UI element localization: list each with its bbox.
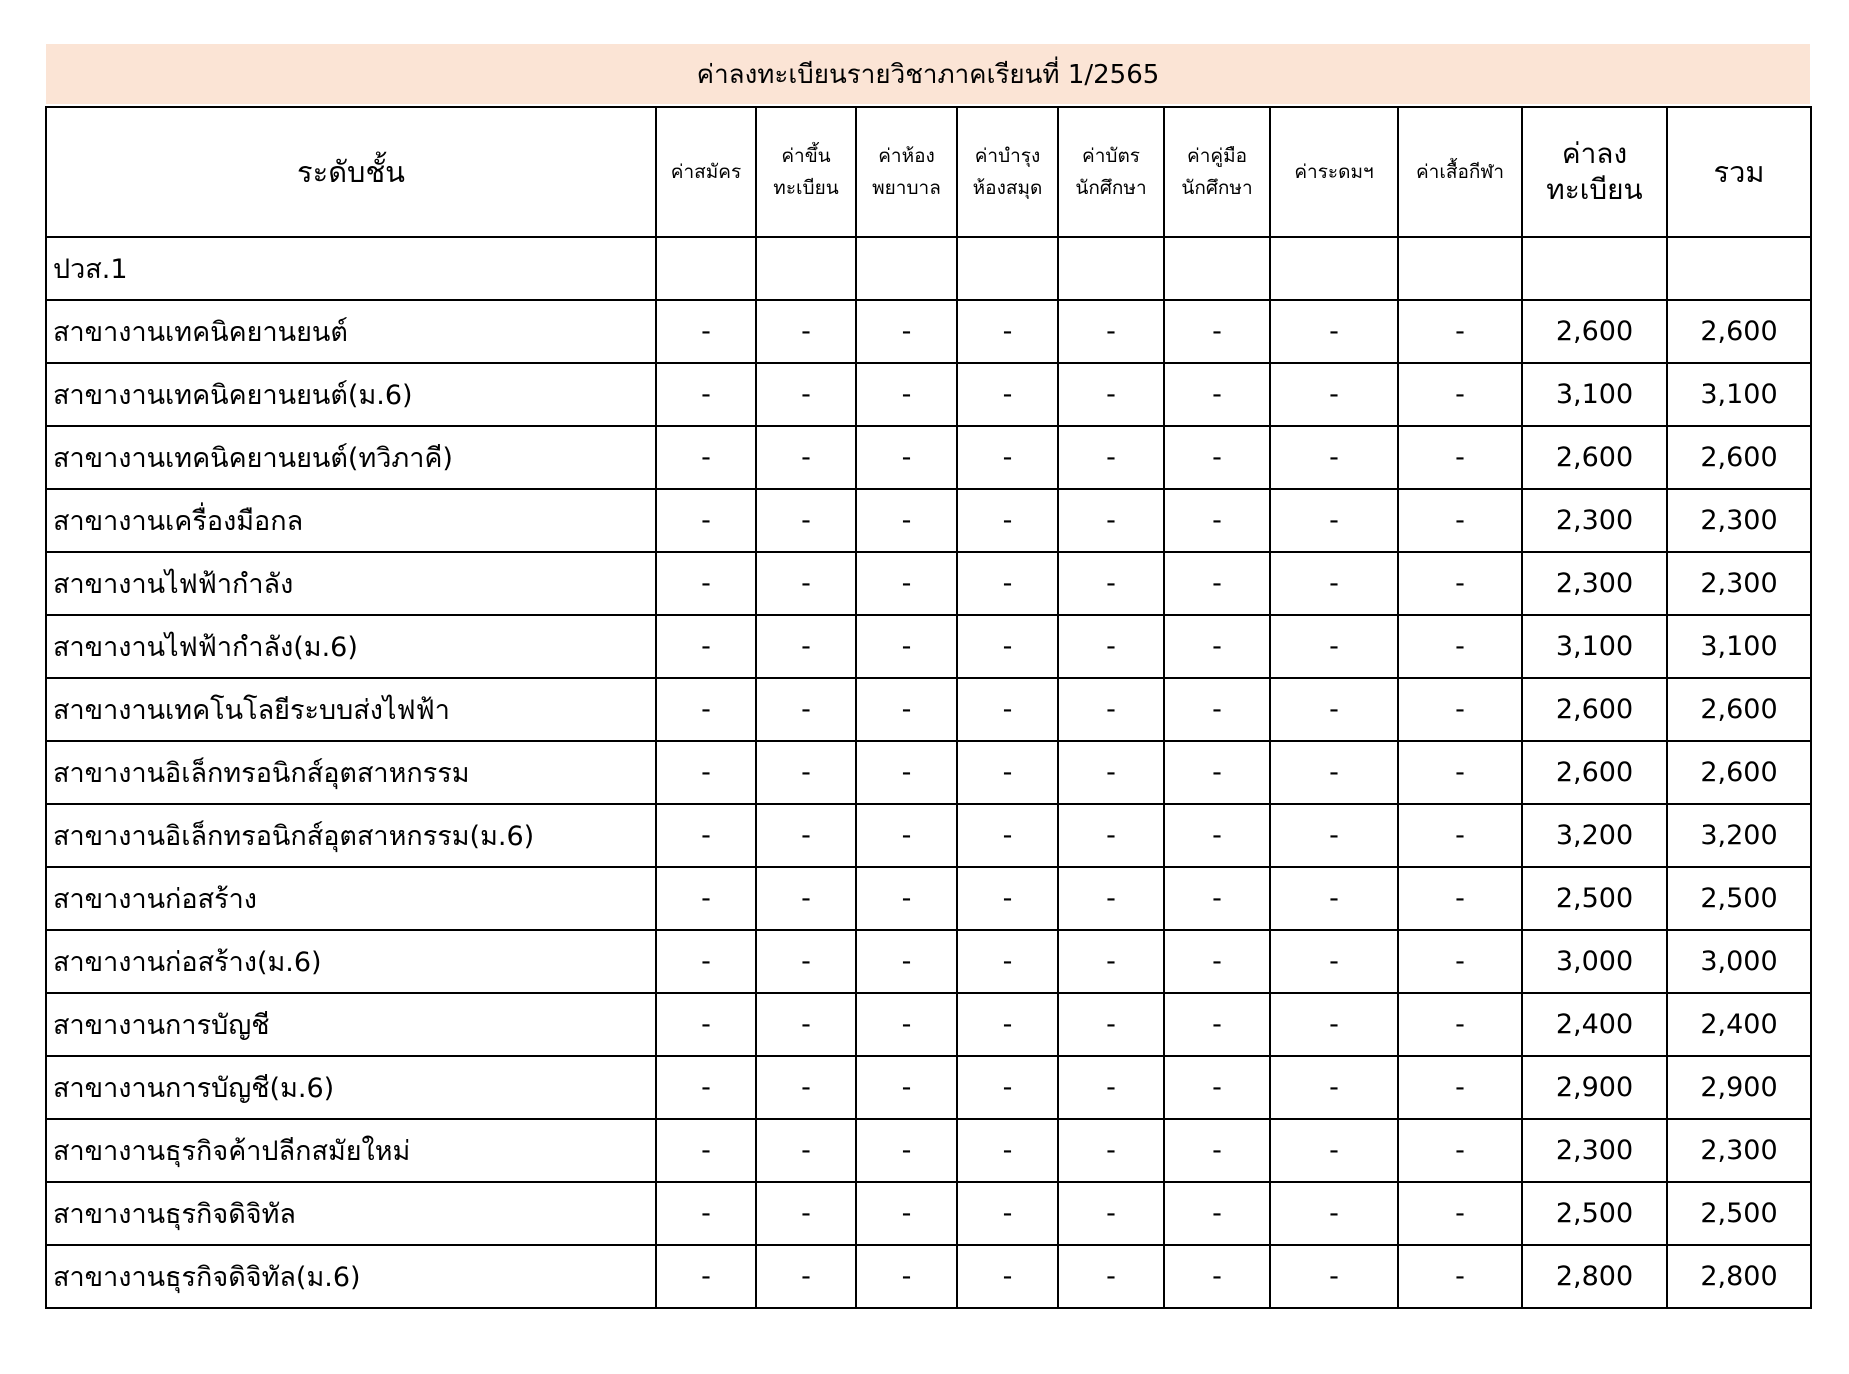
misc-fund-fee-cell: - xyxy=(1270,615,1398,678)
library-fee-cell: - xyxy=(957,993,1058,1056)
sport-shirt-fee-cell: - xyxy=(1398,741,1522,804)
header-nursing-line1: ค่าห้อง xyxy=(878,145,935,167)
program-name: สาขางานการบัญชี(ม.6) xyxy=(46,1056,656,1119)
student-card-fee-cell: - xyxy=(1058,426,1164,489)
application-fee-cell: - xyxy=(656,552,756,615)
header-manual-line2: นักศึกษา xyxy=(1181,177,1253,199)
library-fee-cell: - xyxy=(957,615,1058,678)
sport-shirt-fee-cell: - xyxy=(1398,1056,1522,1119)
tuition-fee-cell: 3,100 xyxy=(1522,363,1667,426)
program-name: สาขางานธุรกิจดิจิทัล(ม.6) xyxy=(46,1245,656,1308)
tuition-fee-cell: 2,600 xyxy=(1522,300,1667,363)
misc-fund-fee-cell: - xyxy=(1270,489,1398,552)
tuition-fee-cell: 2,500 xyxy=(1522,1182,1667,1245)
student-manual-fee-cell: - xyxy=(1164,489,1270,552)
library-fee-cell: - xyxy=(957,1245,1058,1308)
application-fee-cell: - xyxy=(656,741,756,804)
tuition-fee-cell: 3,200 xyxy=(1522,804,1667,867)
header-nursing-room xyxy=(856,107,957,237)
student-card-fee-cell: - xyxy=(1058,1056,1164,1119)
student-manual-fee-cell: - xyxy=(1164,363,1270,426)
misc-fund-fee-cell: - xyxy=(1270,300,1398,363)
library-fee-cell: - xyxy=(957,804,1058,867)
library-fee-cell: - xyxy=(957,426,1058,489)
header-nursing-line2: พยาบาล xyxy=(872,177,941,199)
total-fee-cell: 2,600 xyxy=(1667,300,1811,363)
misc-fund-fee-cell: - xyxy=(1270,552,1398,615)
total-fee-cell: 2,600 xyxy=(1667,741,1811,804)
application-fee-cell: - xyxy=(656,426,756,489)
total-fee-cell: 3,100 xyxy=(1667,363,1811,426)
program-name: สาขางานธุรกิจค้าปลีกสมัยใหม่ xyxy=(46,1119,656,1182)
application-fee-cell: - xyxy=(656,1245,756,1308)
library-fee-cell: - xyxy=(957,300,1058,363)
registration-fee-cell: - xyxy=(756,930,856,993)
header-application: ค่าสมัคร xyxy=(656,107,756,237)
program-name: สาขางานเทคนิคยานยนต์(ม.6) xyxy=(46,363,656,426)
library-fee-cell: - xyxy=(957,489,1058,552)
tuition-fee-cell: 2,600 xyxy=(1522,426,1667,489)
program-name: สาขางานก่อสร้าง xyxy=(46,867,656,930)
empty-cell xyxy=(1398,237,1522,300)
sport-shirt-fee-cell: - xyxy=(1398,552,1522,615)
program-name: สาขางานอิเล็กทรอนิกส์อุตสาหกรรม xyxy=(46,741,656,804)
total-fee-cell: 2,300 xyxy=(1667,1119,1811,1182)
student-manual-fee-cell: - xyxy=(1164,804,1270,867)
section-row xyxy=(46,237,1811,300)
nursing-room-fee-cell: - xyxy=(856,741,957,804)
nursing-room-fee-cell: - xyxy=(856,300,957,363)
program-name: สาขางานธุรกิจดิจิทัล xyxy=(46,1182,656,1245)
header-registration xyxy=(756,107,856,237)
misc-fund-fee-cell: - xyxy=(1270,1245,1398,1308)
empty-cell xyxy=(1667,237,1811,300)
table-row xyxy=(46,363,1811,426)
library-fee-cell: - xyxy=(957,363,1058,426)
header-misc-fund: ค่าระดมฯ xyxy=(1270,107,1398,237)
application-fee-cell: - xyxy=(656,867,756,930)
sport-shirt-fee-cell: - xyxy=(1398,1119,1522,1182)
program-name: สาขางานก่อสร้าง(ม.6) xyxy=(46,930,656,993)
header-manual-line1: ค่าคู่มือ xyxy=(1186,145,1248,167)
application-fee-cell: - xyxy=(656,1119,756,1182)
program-name: สาขางานการบัญชี xyxy=(46,993,656,1056)
nursing-room-fee-cell: - xyxy=(856,615,957,678)
table-row xyxy=(46,930,1811,993)
sport-shirt-fee-cell: - xyxy=(1398,426,1522,489)
table-row xyxy=(46,489,1811,552)
total-fee-cell: 2,800 xyxy=(1667,1245,1811,1308)
nursing-room-fee-cell: - xyxy=(856,363,957,426)
registration-fee-cell: - xyxy=(756,1245,856,1308)
student-card-fee-cell: - xyxy=(1058,804,1164,867)
program-name: สาขางานไฟฟ้ากำลัง xyxy=(46,552,656,615)
student-card-fee-cell: - xyxy=(1058,993,1164,1056)
total-fee-cell: 3,000 xyxy=(1667,930,1811,993)
nursing-room-fee-cell: - xyxy=(856,867,957,930)
student-card-fee-cell: - xyxy=(1058,300,1164,363)
header-total: รวม xyxy=(1667,107,1811,237)
table-row xyxy=(46,678,1811,741)
header-student-manual xyxy=(1164,107,1270,237)
misc-fund-fee-cell: - xyxy=(1270,678,1398,741)
total-fee-cell: 2,600 xyxy=(1667,426,1811,489)
sport-shirt-fee-cell: - xyxy=(1398,804,1522,867)
table-row xyxy=(46,1245,1811,1308)
nursing-room-fee-cell: - xyxy=(856,1056,957,1119)
student-manual-fee-cell: - xyxy=(1164,678,1270,741)
tuition-fee-cell: 2,300 xyxy=(1522,489,1667,552)
total-fee-cell: 2,900 xyxy=(1667,1056,1811,1119)
table-row xyxy=(46,1119,1811,1182)
library-fee-cell: - xyxy=(957,867,1058,930)
empty-cell xyxy=(756,237,856,300)
library-fee-cell: - xyxy=(957,678,1058,741)
registration-fee-cell: - xyxy=(756,993,856,1056)
registration-fee-cell: - xyxy=(756,552,856,615)
table-row xyxy=(46,741,1811,804)
sport-shirt-fee-cell: - xyxy=(1398,300,1522,363)
program-name: สาขางานไฟฟ้ากำลัง(ม.6) xyxy=(46,615,656,678)
student-manual-fee-cell: - xyxy=(1164,300,1270,363)
header-library-line2: ห้องสมุด xyxy=(972,177,1043,199)
registration-fee-cell: - xyxy=(756,363,856,426)
student-card-fee-cell: - xyxy=(1058,741,1164,804)
misc-fund-fee-cell: - xyxy=(1270,930,1398,993)
nursing-room-fee-cell: - xyxy=(856,804,957,867)
student-card-fee-cell: - xyxy=(1058,1182,1164,1245)
student-card-fee-cell: - xyxy=(1058,678,1164,741)
empty-cell xyxy=(1164,237,1270,300)
registration-fee-cell: - xyxy=(756,489,856,552)
application-fee-cell: - xyxy=(656,1182,756,1245)
program-name: สาขางานเทคนิคยานยนต์(ทวิภาคี) xyxy=(46,426,656,489)
table-row xyxy=(46,1182,1811,1245)
registration-fee-cell: - xyxy=(756,804,856,867)
application-fee-cell: - xyxy=(656,993,756,1056)
program-name: สาขางานอิเล็กทรอนิกส์อุตสาหกรรม(ม.6) xyxy=(46,804,656,867)
student-card-fee-cell: - xyxy=(1058,867,1164,930)
library-fee-cell: - xyxy=(957,930,1058,993)
nursing-room-fee-cell: - xyxy=(856,1182,957,1245)
header-tuition-line2: ทะเบียน xyxy=(1546,173,1643,206)
header-library-line1: ค่าบำรุง xyxy=(974,145,1041,167)
section-label: ปวส.1 xyxy=(46,237,656,300)
total-fee-cell: 2,500 xyxy=(1667,867,1811,930)
empty-cell xyxy=(957,237,1058,300)
header-card-line2: นักศึกษา xyxy=(1075,177,1147,199)
empty-cell xyxy=(1270,237,1398,300)
table-row xyxy=(46,615,1811,678)
student-manual-fee-cell: - xyxy=(1164,930,1270,993)
sport-shirt-fee-cell: - xyxy=(1398,867,1522,930)
registration-fee-cell: - xyxy=(756,741,856,804)
header-level: ระดับชั้น xyxy=(46,107,656,237)
empty-cell xyxy=(1058,237,1164,300)
student-manual-fee-cell: - xyxy=(1164,741,1270,804)
application-fee-cell: - xyxy=(656,363,756,426)
sport-shirt-fee-cell: - xyxy=(1398,993,1522,1056)
student-card-fee-cell: - xyxy=(1058,489,1164,552)
header-tuition-line1: ค่าลง xyxy=(1561,137,1628,170)
application-fee-cell: - xyxy=(656,930,756,993)
table-row xyxy=(46,1056,1811,1119)
misc-fund-fee-cell: - xyxy=(1270,741,1398,804)
misc-fund-fee-cell: - xyxy=(1270,363,1398,426)
student-manual-fee-cell: - xyxy=(1164,1056,1270,1119)
program-name: สาขางานเครื่องมือกล xyxy=(46,489,656,552)
sport-shirt-fee-cell: - xyxy=(1398,1182,1522,1245)
total-fee-cell: 3,100 xyxy=(1667,615,1811,678)
tuition-fee-cell: 3,100 xyxy=(1522,615,1667,678)
nursing-room-fee-cell: - xyxy=(856,1119,957,1182)
table-row xyxy=(46,300,1811,363)
library-fee-cell: - xyxy=(957,552,1058,615)
registration-fee-cell: - xyxy=(756,678,856,741)
student-card-fee-cell: - xyxy=(1058,552,1164,615)
registration-fee-cell: - xyxy=(756,300,856,363)
library-fee-cell: - xyxy=(957,1182,1058,1245)
misc-fund-fee-cell: - xyxy=(1270,426,1398,489)
student-manual-fee-cell: - xyxy=(1164,1182,1270,1245)
sport-shirt-fee-cell: - xyxy=(1398,489,1522,552)
header-sport-shirt: ค่าเสื้อกีฬา xyxy=(1398,107,1522,237)
library-fee-cell: - xyxy=(957,1119,1058,1182)
application-fee-cell: - xyxy=(656,678,756,741)
student-card-fee-cell: - xyxy=(1058,930,1164,993)
header-card-line1: ค่าบัตร xyxy=(1082,145,1140,167)
table-row xyxy=(46,552,1811,615)
table-row xyxy=(46,426,1811,489)
tuition-fee-cell: 2,600 xyxy=(1522,741,1667,804)
misc-fund-fee-cell: - xyxy=(1270,867,1398,930)
sport-shirt-fee-cell: - xyxy=(1398,615,1522,678)
table-row xyxy=(46,993,1811,1056)
program-name: สาขางานเทคนิคยานยนต์ xyxy=(46,300,656,363)
misc-fund-fee-cell: - xyxy=(1270,1056,1398,1119)
library-fee-cell: - xyxy=(957,1056,1058,1119)
nursing-room-fee-cell: - xyxy=(856,1245,957,1308)
total-fee-cell: 2,300 xyxy=(1667,489,1811,552)
tuition-fee-cell: 2,300 xyxy=(1522,1119,1667,1182)
header-row xyxy=(46,107,1811,237)
student-card-fee-cell: - xyxy=(1058,363,1164,426)
registration-fee-cell: - xyxy=(756,1119,856,1182)
tuition-fee-cell: 2,500 xyxy=(1522,867,1667,930)
sport-shirt-fee-cell: - xyxy=(1398,930,1522,993)
misc-fund-fee-cell: - xyxy=(1270,1119,1398,1182)
total-fee-cell: 3,200 xyxy=(1667,804,1811,867)
sport-shirt-fee-cell: - xyxy=(1398,1245,1522,1308)
registration-fee-cell: - xyxy=(756,426,856,489)
tuition-fee-cell: 2,600 xyxy=(1522,678,1667,741)
table-row xyxy=(46,804,1811,867)
tuition-fee-cell: 2,800 xyxy=(1522,1245,1667,1308)
student-manual-fee-cell: - xyxy=(1164,552,1270,615)
student-manual-fee-cell: - xyxy=(1164,615,1270,678)
fee-table xyxy=(45,106,1812,1309)
sport-shirt-fee-cell: - xyxy=(1398,678,1522,741)
sport-shirt-fee-cell: - xyxy=(1398,363,1522,426)
misc-fund-fee-cell: - xyxy=(1270,1182,1398,1245)
empty-cell xyxy=(856,237,957,300)
table-row xyxy=(46,867,1811,930)
header-registration-line2: ทะเบียน xyxy=(773,177,839,199)
registration-fee-cell: - xyxy=(756,615,856,678)
nursing-room-fee-cell: - xyxy=(856,489,957,552)
total-fee-cell: 2,600 xyxy=(1667,678,1811,741)
total-fee-cell: 2,400 xyxy=(1667,993,1811,1056)
application-fee-cell: - xyxy=(656,804,756,867)
student-card-fee-cell: - xyxy=(1058,1119,1164,1182)
registration-fee-cell: - xyxy=(756,867,856,930)
application-fee-cell: - xyxy=(656,615,756,678)
misc-fund-fee-cell: - xyxy=(1270,993,1398,1056)
table-title: ค่าลงทะเบียนรายวิชาภาคเรียนที่ 1/2565 xyxy=(46,44,1810,104)
student-manual-fee-cell: - xyxy=(1164,1245,1270,1308)
header-student-card xyxy=(1058,107,1164,237)
registration-fee-cell: - xyxy=(756,1182,856,1245)
total-fee-cell: 2,300 xyxy=(1667,552,1811,615)
application-fee-cell: - xyxy=(656,300,756,363)
application-fee-cell: - xyxy=(656,489,756,552)
nursing-room-fee-cell: - xyxy=(856,552,957,615)
header-registration-line1: ค่าขึ้น xyxy=(781,145,831,167)
tuition-fee-cell: 2,900 xyxy=(1522,1056,1667,1119)
misc-fund-fee-cell: - xyxy=(1270,804,1398,867)
registration-fee-cell: - xyxy=(756,1056,856,1119)
student-manual-fee-cell: - xyxy=(1164,1119,1270,1182)
empty-cell xyxy=(1522,237,1667,300)
header-tuition xyxy=(1522,107,1667,237)
student-manual-fee-cell: - xyxy=(1164,993,1270,1056)
total-fee-cell: 2,500 xyxy=(1667,1182,1811,1245)
student-card-fee-cell: - xyxy=(1058,615,1164,678)
program-name: สาขางานเทคโนโลยีระบบส่งไฟฟ้า xyxy=(46,678,656,741)
empty-cell xyxy=(656,237,756,300)
tuition-fee-cell: 2,300 xyxy=(1522,552,1667,615)
student-card-fee-cell: - xyxy=(1058,1245,1164,1308)
application-fee-cell: - xyxy=(656,1056,756,1119)
tuition-fee-cell: 3,000 xyxy=(1522,930,1667,993)
nursing-room-fee-cell: - xyxy=(856,426,957,489)
nursing-room-fee-cell: - xyxy=(856,930,957,993)
nursing-room-fee-cell: - xyxy=(856,678,957,741)
library-fee-cell: - xyxy=(957,741,1058,804)
student-manual-fee-cell: - xyxy=(1164,867,1270,930)
nursing-room-fee-cell: - xyxy=(856,993,957,1056)
header-library xyxy=(957,107,1058,237)
tuition-fee-cell: 2,400 xyxy=(1522,993,1667,1056)
student-manual-fee-cell: - xyxy=(1164,426,1270,489)
